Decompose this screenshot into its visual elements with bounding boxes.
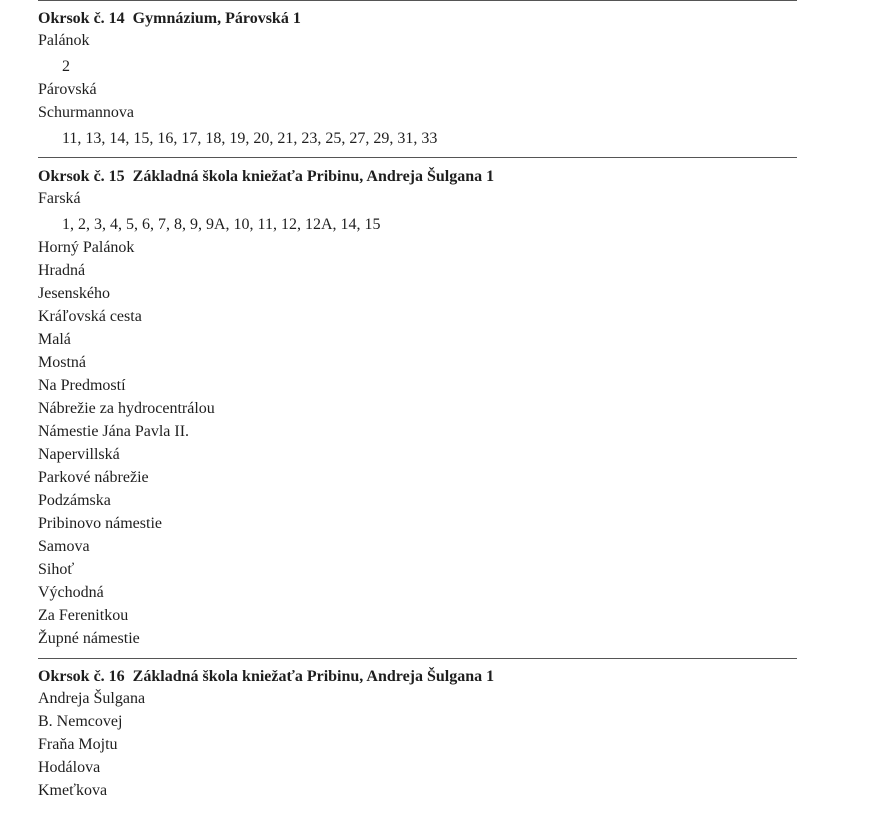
section-heading bbox=[38, 167, 494, 187]
street-name: Sihoť bbox=[38, 561, 75, 578]
house-numbers: 11, 13, 14, 15, 16, 17, 18, 19, 20, 21, 23, 25, 27, 29, 31, 33 bbox=[62, 130, 438, 147]
street-name: Mostná bbox=[38, 354, 86, 371]
street-name: Parkové nábrežie bbox=[38, 469, 149, 486]
section-label: Okrsok č. 16 bbox=[38, 668, 125, 685]
street-name: Východná bbox=[38, 584, 104, 601]
street-name: Nábrežie za hydrocentrálou bbox=[38, 400, 215, 417]
street-name: Kráľovská cesta bbox=[38, 308, 142, 325]
street-name: Kmeťkova bbox=[38, 782, 108, 799]
street-name: Hodálova bbox=[38, 759, 101, 776]
section-label: Okrsok č. 15 bbox=[38, 168, 125, 185]
section-place: Gymnázium, Párovská 1 bbox=[132, 10, 301, 27]
street-name: B. Nemcovej bbox=[38, 713, 123, 730]
section-label: Okrsok č. 14 bbox=[38, 10, 125, 27]
street-name: Hradná bbox=[38, 262, 86, 279]
street-name: Horný Palánok bbox=[38, 239, 135, 256]
section-heading bbox=[38, 667, 494, 687]
section-heading bbox=[38, 9, 301, 29]
street-name: Za Ferenitkou bbox=[38, 607, 129, 624]
divider bbox=[38, 0, 797, 1]
divider bbox=[38, 658, 797, 659]
street-name: Jesenského bbox=[38, 285, 110, 302]
street-name: Malá bbox=[38, 331, 71, 348]
street-name: Schurmannova bbox=[38, 104, 134, 121]
section-place: Základná škola kniežaťa Pribinu, Andreja Šulgana 1 bbox=[132, 668, 495, 685]
street-name: Andreja Šulgana bbox=[38, 690, 146, 707]
street-name: Podzámska bbox=[38, 492, 111, 509]
divider bbox=[38, 157, 797, 158]
street-name: Farská bbox=[38, 190, 81, 207]
section-place: Základná škola kniežaťa Pribinu, Andreja Šulgana 1 bbox=[132, 168, 495, 185]
street-name: Samova bbox=[38, 538, 90, 555]
street-name: Palánok bbox=[38, 32, 90, 49]
street-name: Pribinovo námestie bbox=[38, 515, 162, 532]
street-name: Napervillská bbox=[38, 446, 120, 463]
street-name: Námestie Jána Pavla II. bbox=[38, 423, 190, 440]
house-numbers: 1, 2, 3, 4, 5, 6, 7, 8, 9, 9A, 10, 11, 12, 12A, 14, 15 bbox=[62, 216, 381, 233]
street-name: Fraňa Mojtu bbox=[38, 736, 118, 753]
street-name: Župné námestie bbox=[38, 630, 140, 647]
house-numbers: 2 bbox=[62, 58, 70, 75]
street-name: Párovská bbox=[38, 81, 97, 98]
street-name: Na Predmostí bbox=[38, 377, 126, 394]
